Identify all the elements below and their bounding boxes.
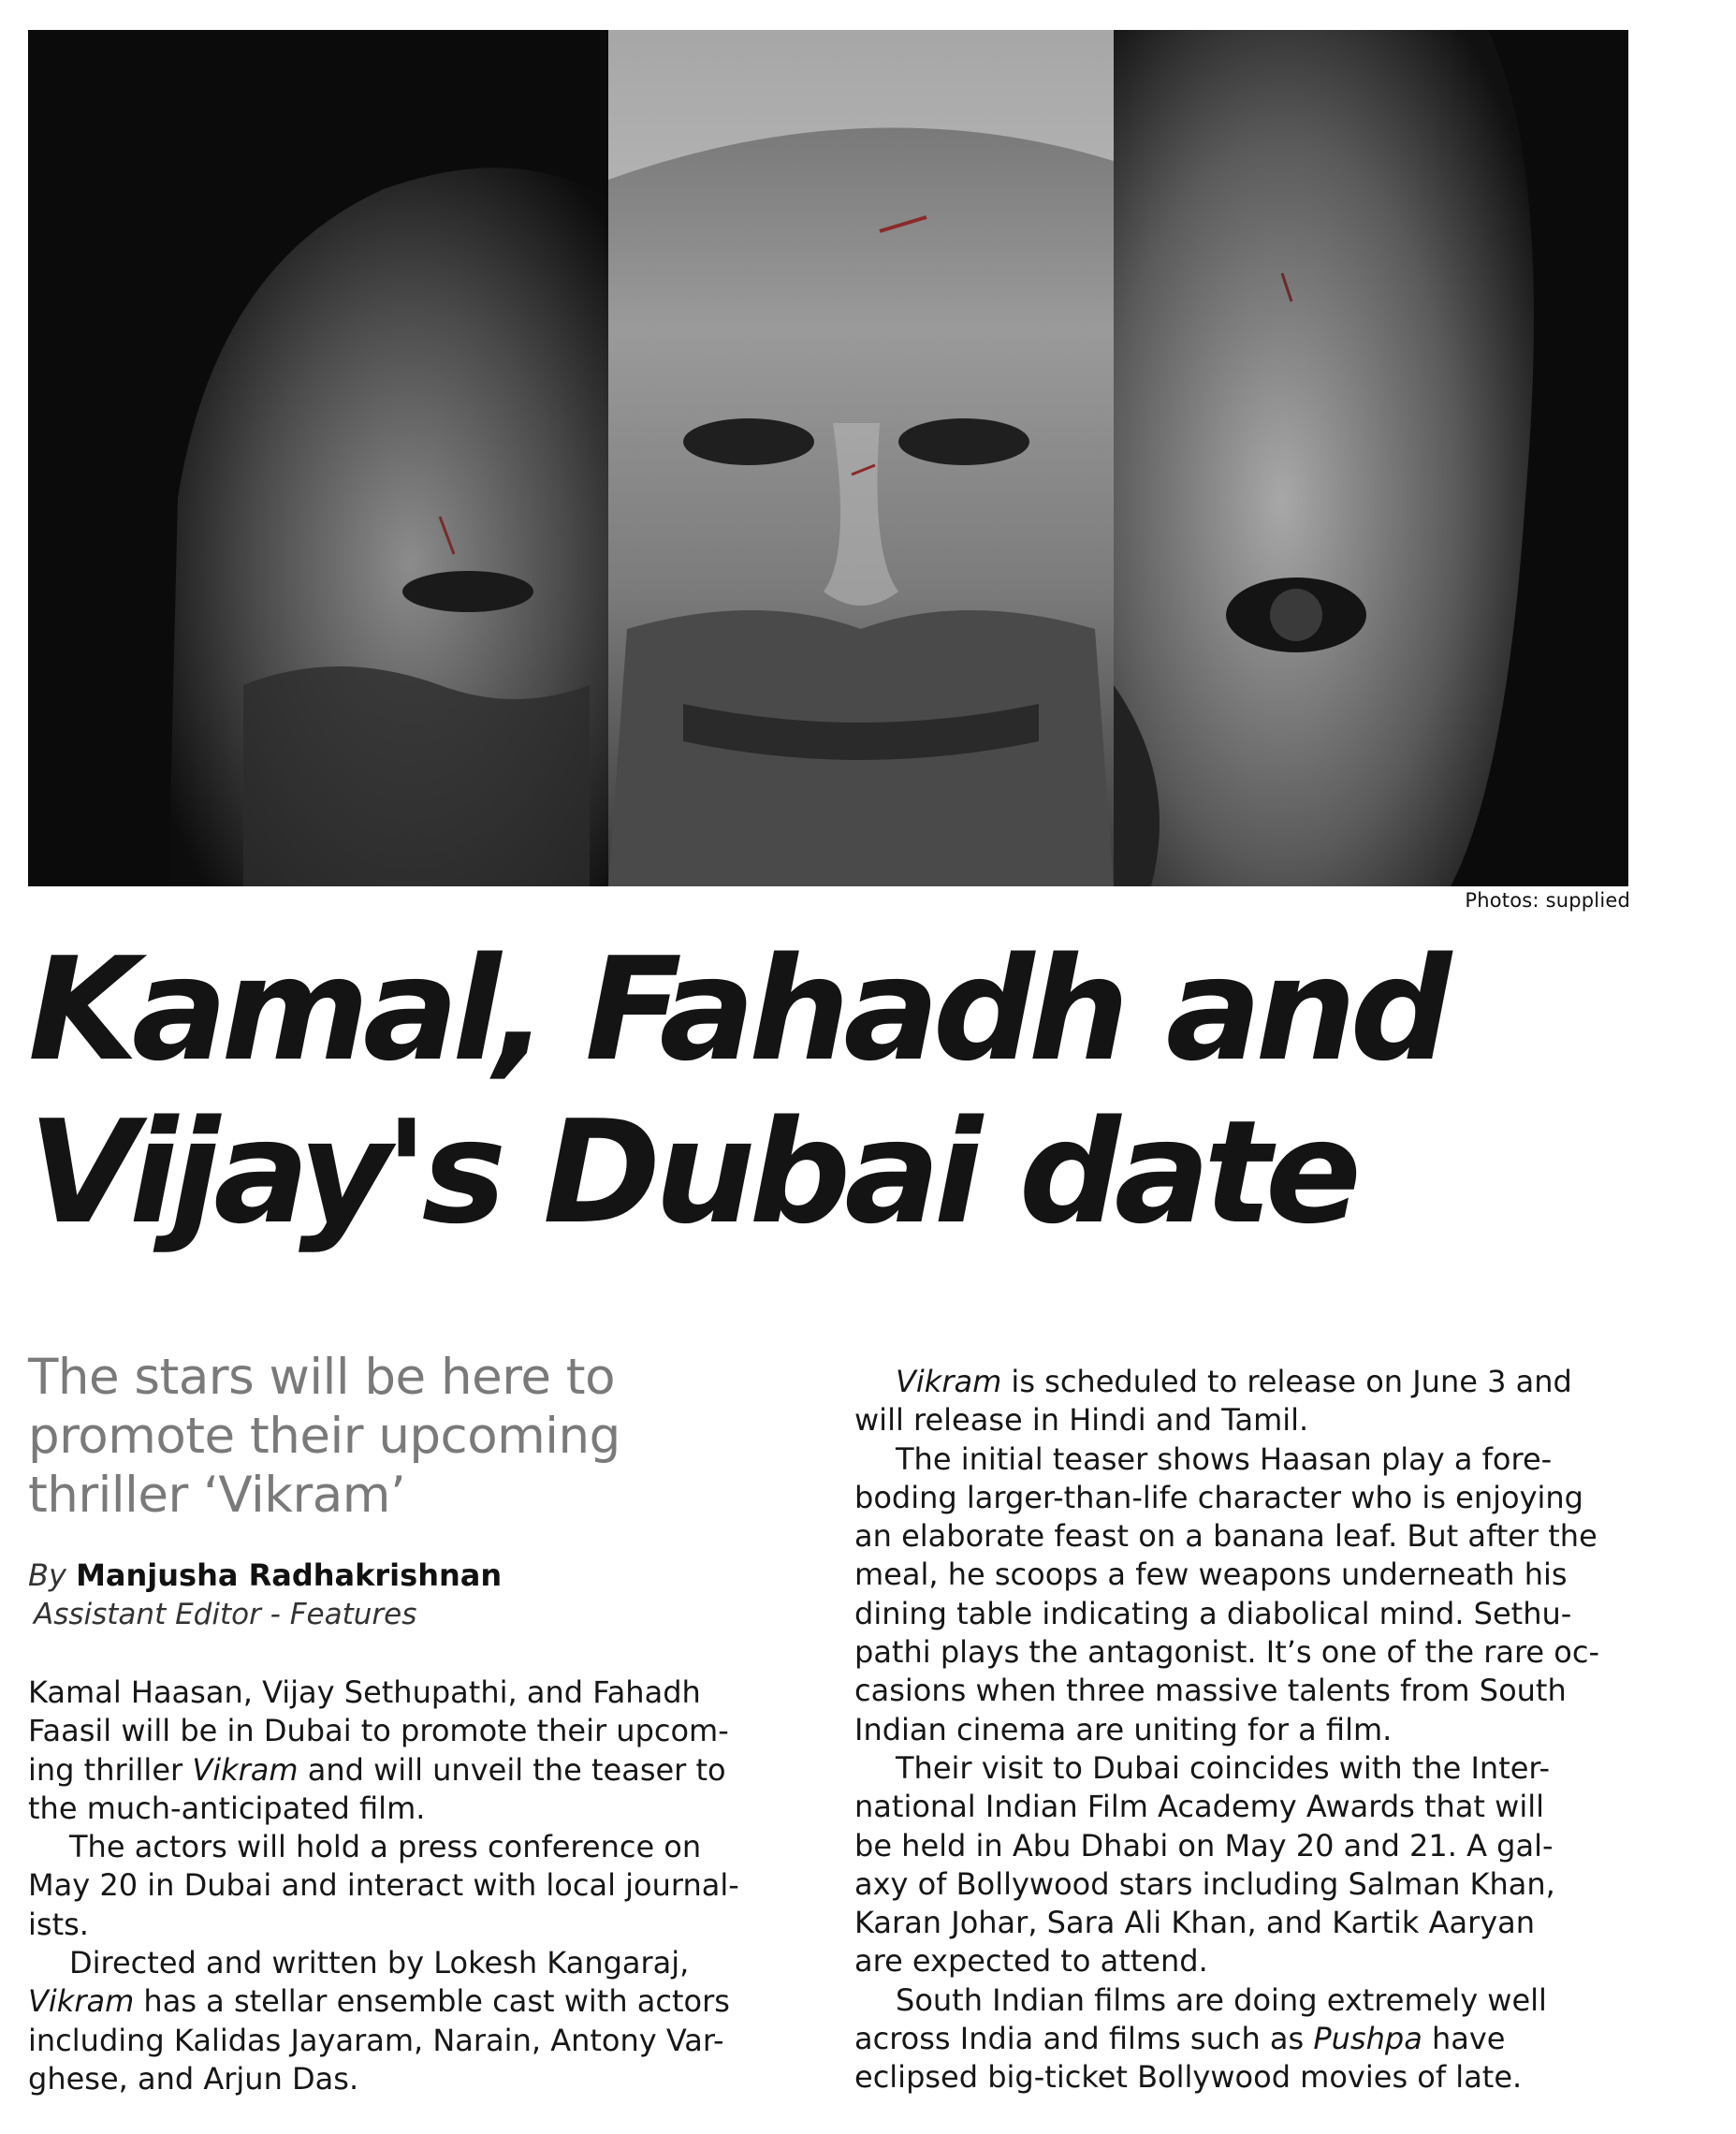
article-line bbox=[28, 1906, 814, 1944]
article-line bbox=[854, 1749, 1631, 1788]
article-line-text: Karan Johar, Sara Ali Khan, and Kartik Aaryan bbox=[854, 1905, 1536, 1941]
article-line bbox=[854, 2058, 1631, 2097]
article-line bbox=[854, 1401, 1631, 1440]
article-line bbox=[854, 1517, 1631, 1556]
article-line-text: an elaborate feast on a banana leaf. But after the bbox=[854, 1518, 1597, 1555]
article-line bbox=[28, 1982, 814, 2021]
article-line-text: dining table indicating a diabolical mind. Sethu- bbox=[854, 1595, 1572, 1631]
article-line bbox=[854, 1827, 1631, 1865]
headline bbox=[28, 928, 1675, 1254]
article-line-text: South Indian films are doing extremely well bbox=[896, 1981, 1547, 2018]
subheadline-line-1: The stars will be here to bbox=[28, 1349, 615, 1406]
article-line-text: has a stellar ensemble cast with actors bbox=[134, 1983, 730, 2020]
article-line-text: including Kalidas Jayaram, Narain, Antony Var- bbox=[28, 2022, 724, 2058]
photo-credit: Photos: supplied bbox=[1465, 889, 1630, 912]
article-line-text: ing thriller bbox=[28, 1751, 193, 1788]
headline-line-1: Kamal, Fahadh and bbox=[28, 927, 1446, 1092]
article-line-text: Kamal Haasan, Vijay Sethupathi, and Fahadh bbox=[28, 1674, 701, 1710]
article-line bbox=[28, 1828, 814, 1866]
article-line bbox=[28, 1944, 814, 1982]
film-title: Vikram bbox=[192, 1751, 299, 1788]
article-line-text: meal, he scoops a few weapons underneath his bbox=[854, 1557, 1568, 1593]
article-line bbox=[28, 1866, 814, 1905]
article-line bbox=[28, 1712, 814, 1750]
article-line bbox=[854, 1440, 1631, 1479]
article-line bbox=[854, 1363, 1631, 1401]
article-line bbox=[854, 1633, 1631, 1672]
film-title: Vikram bbox=[896, 1364, 1002, 1399]
article-line bbox=[854, 1865, 1631, 1904]
byline-role: Assistant Editor - Features bbox=[34, 1598, 417, 1631]
article-line-text: Their visit to Dubai coincides with the Inter- bbox=[896, 1749, 1551, 1786]
article-line-text: The initial teaser shows Haasan play a fore- bbox=[896, 1440, 1553, 1477]
headline-line-2: Vijay's Dubai date bbox=[28, 1089, 1355, 1255]
article-line bbox=[28, 1751, 814, 1790]
subheadline-line-3: thriller ‘Vikram’ bbox=[28, 1467, 406, 1524]
article-line-text: across India and films such as bbox=[854, 2021, 1314, 2057]
article-line bbox=[854, 1711, 1631, 1749]
article-line bbox=[28, 2060, 814, 2098]
film-title: Vikram bbox=[28, 1983, 135, 2020]
article-line-text: and will unveil the teaser to bbox=[298, 1751, 726, 1788]
article-line-text: Indian cinema are uniting for a film. bbox=[854, 1711, 1393, 1747]
article-line bbox=[854, 1556, 1631, 1594]
three-faces-collage-icon bbox=[28, 30, 1628, 886]
article-line bbox=[854, 1981, 1631, 2020]
article-line-text: is scheduled to release on June 3 and bbox=[1001, 1364, 1572, 1399]
article-line bbox=[854, 1672, 1631, 1710]
article-line bbox=[28, 1790, 814, 1828]
subheadline-line-2: promote their upcoming bbox=[28, 1408, 620, 1465]
article-line-text: boding larger-than-life character who is enjoying bbox=[854, 1479, 1583, 1515]
article-line bbox=[854, 1788, 1631, 1826]
article-line-text: the much-anticipated film. bbox=[28, 1790, 426, 1826]
article-line-text: are expected to attend. bbox=[854, 1943, 1208, 1980]
article-line bbox=[854, 1942, 1631, 1981]
article-line-text: eclipsed big-ticket Bollywood movies of late. bbox=[854, 2059, 1523, 2096]
article-column-left bbox=[28, 1674, 814, 2098]
article-line-text: ists. bbox=[28, 1906, 89, 1942]
article-line bbox=[854, 1479, 1631, 1517]
article-line bbox=[854, 1904, 1631, 1942]
byline bbox=[28, 1557, 502, 1593]
article-line-text: ghese, and Arjun Das. bbox=[28, 2060, 359, 2097]
article-line-text: Faasil will be in Dubai to promote their upcom- bbox=[28, 1713, 729, 1749]
article-line-text: The actors will hold a press conference on bbox=[69, 1829, 702, 1865]
article-line-text: be held in Abu Dhabi on May 20 and 21. A gal- bbox=[854, 1827, 1554, 1864]
byline-author: Manjusha Radhakrishnan bbox=[76, 1557, 503, 1593]
byline-prefix: By bbox=[28, 1557, 66, 1593]
article-line-text: pathi plays the antagonist. It’s one of the rare oc- bbox=[854, 1634, 1599, 1671]
film-title: Pushpa bbox=[1313, 2021, 1422, 2057]
article-line-text: Directed and written by Lokesh Kangaraj, bbox=[69, 1945, 690, 1981]
article-line-text: casions when three massive talents from South bbox=[854, 1673, 1567, 1709]
subheadline bbox=[28, 1348, 795, 1525]
article-column-right bbox=[854, 1363, 1631, 2097]
article-line bbox=[28, 2022, 814, 2060]
article-line-text: will release in Hindi and Tamil. bbox=[854, 1402, 1309, 1439]
article-line bbox=[28, 1674, 814, 1712]
article-line-text: May 20 in Dubai and interact with local journal- bbox=[28, 1867, 739, 1904]
article-line bbox=[854, 1595, 1631, 1633]
article-line-text: have bbox=[1422, 2021, 1506, 2057]
article-line bbox=[854, 2020, 1631, 2058]
header-photo bbox=[28, 30, 1628, 886]
article-line-text: national Indian Film Academy Awards that will bbox=[854, 1789, 1544, 1825]
article-line-text: axy of Bollywood stars including Salman Khan, bbox=[854, 1865, 1555, 1902]
